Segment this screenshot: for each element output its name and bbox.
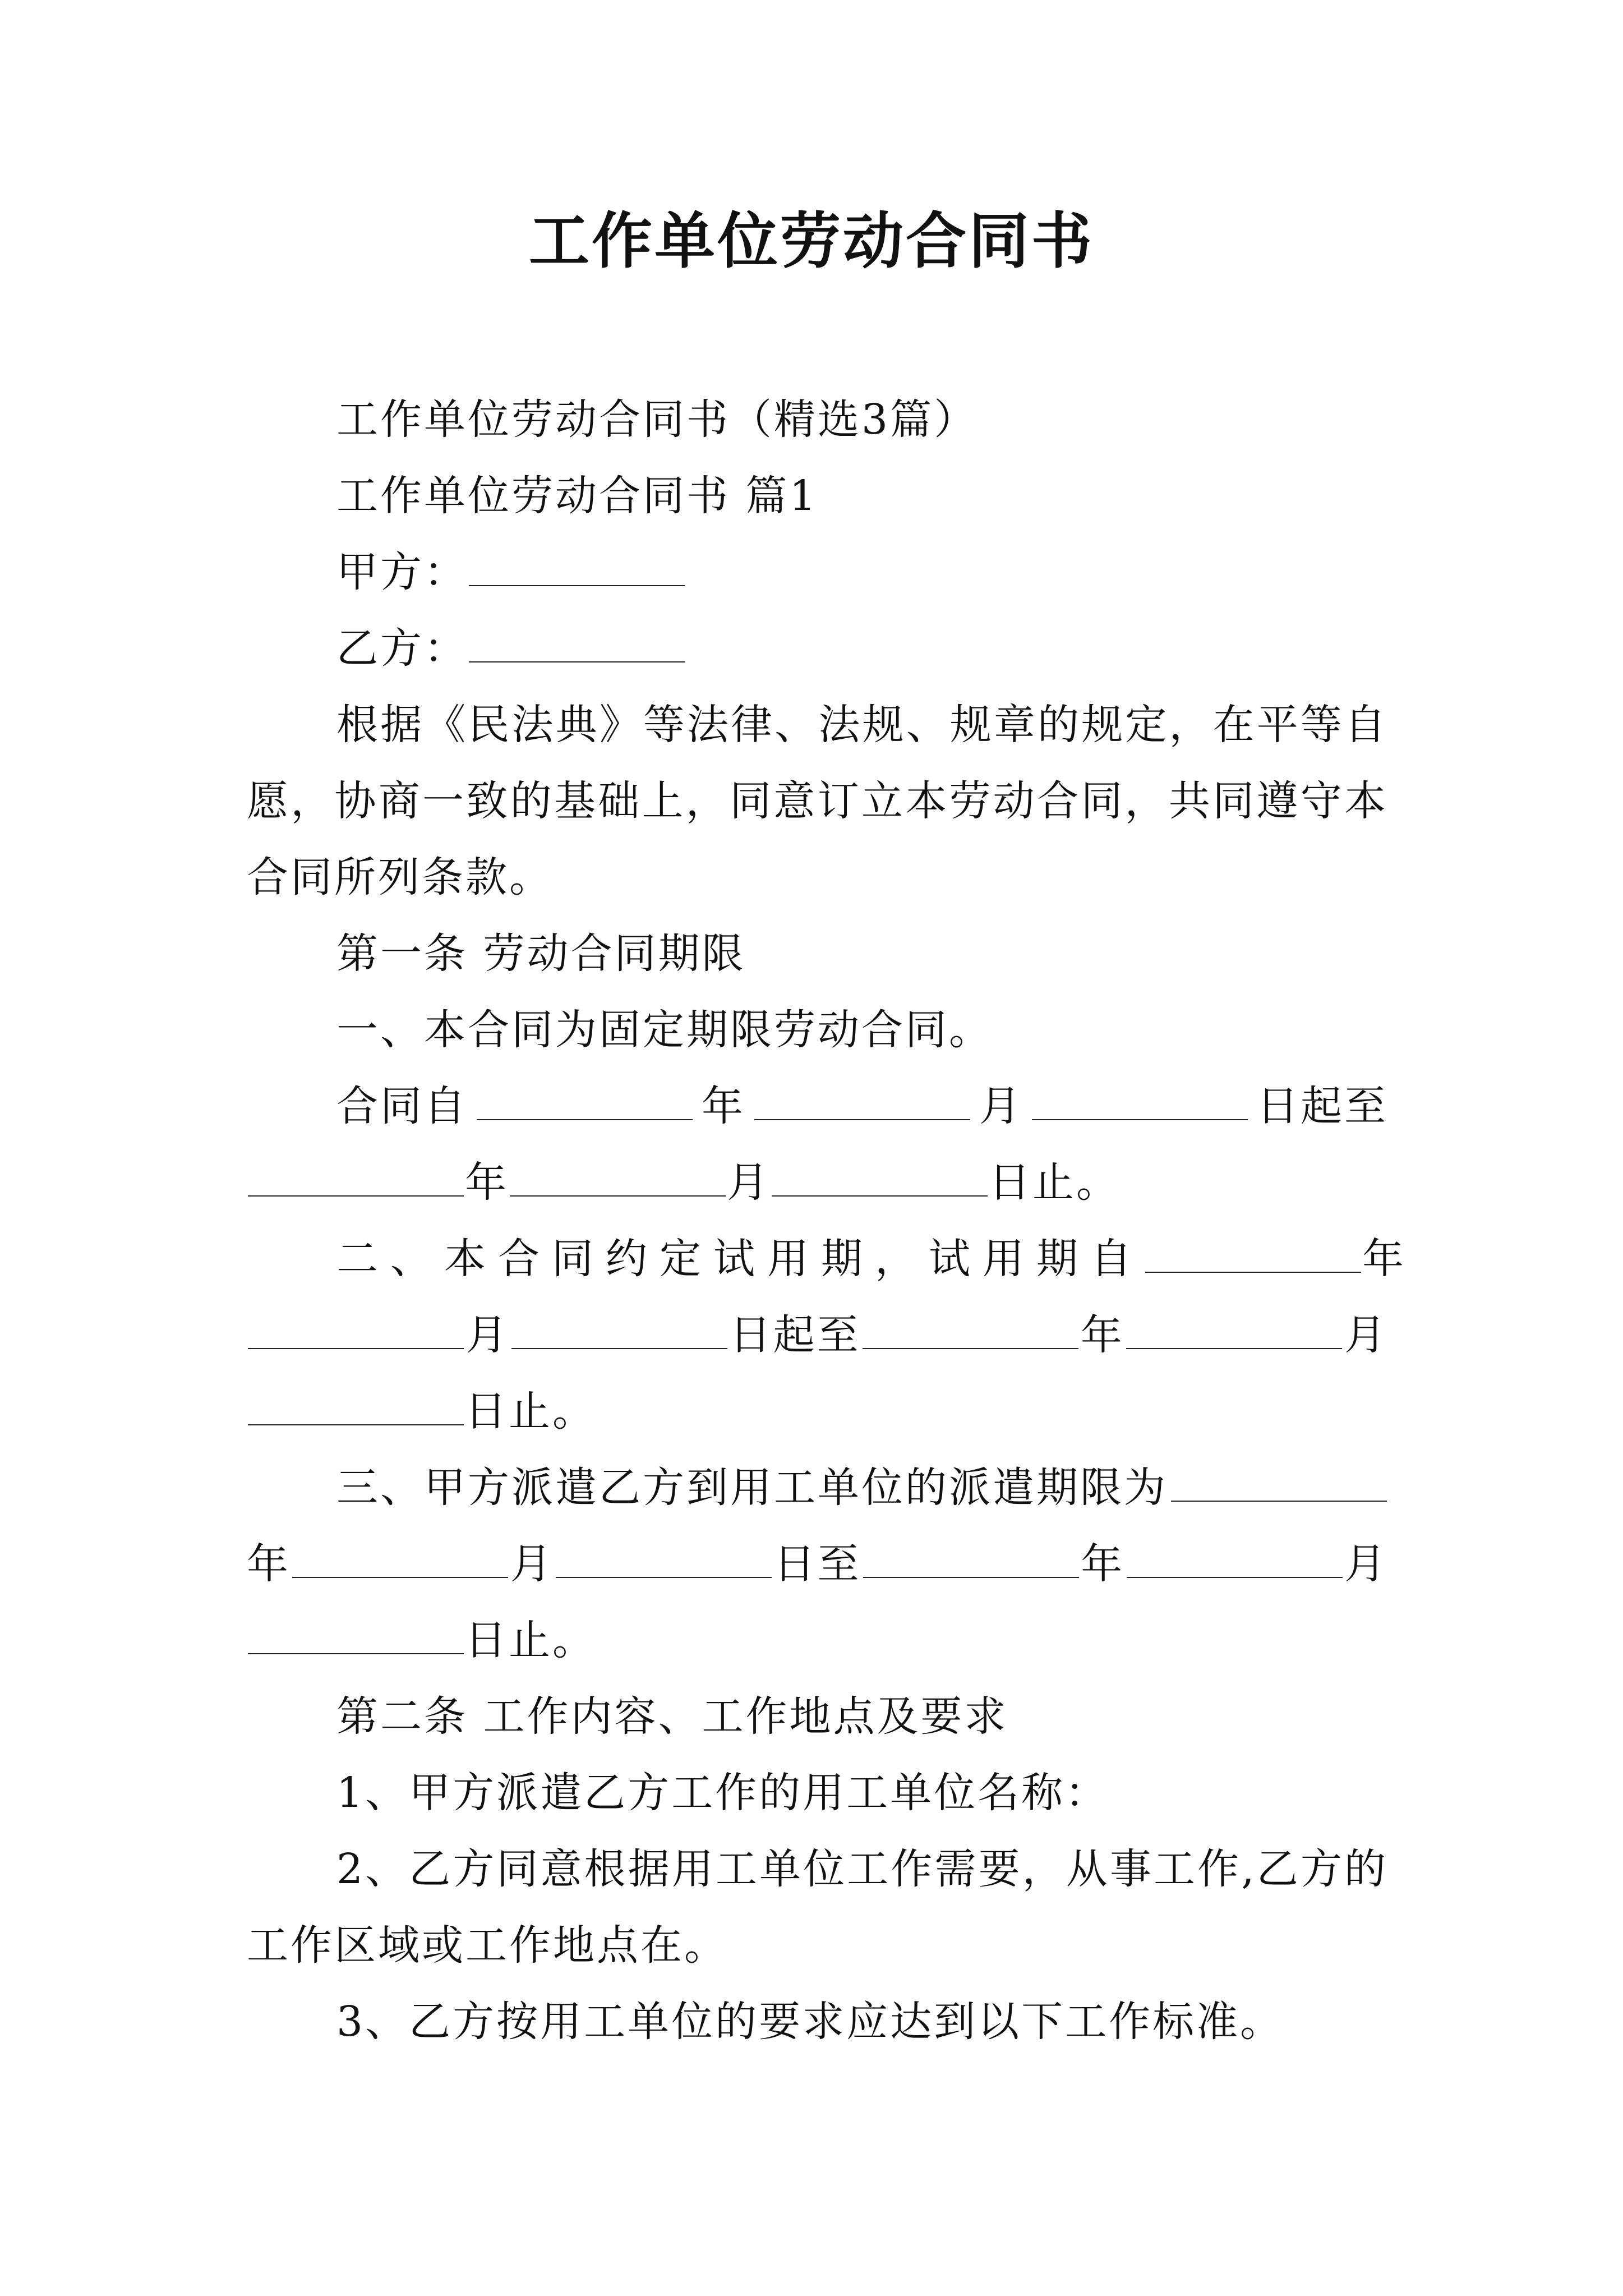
document-title: 工作单位劳动合同书 — [528, 206, 1094, 277]
term-blank — [477, 1080, 693, 1120]
term-month: 月 — [979, 1082, 1023, 1130]
probation-year: 年 — [1080, 1311, 1124, 1359]
item-3: 3、乙方按用工单位的要求应达到以下工作标准。 — [336, 1998, 1284, 2046]
dispatch-prefix: 三、甲方派遣乙方到用工单位的派遣期限为 — [336, 1464, 1168, 1512]
dispatch-month: 月 — [510, 1540, 554, 1588]
term-month: 月 — [727, 1158, 771, 1207]
paragraph-section-heading: 工作单位劳动合同书 篇1 — [336, 472, 818, 520]
party-b-blank — [469, 622, 685, 662]
probation-prefix: 二、本合同约定试用期，试用期自 — [336, 1235, 1144, 1283]
intro-paragraph: 根据《民法典》等法律、法规、规章的规定，在平等自愿，协商一致的基础上，同意订立本劳动合同，共同遵守本合同所列条款。 — [247, 701, 1388, 901]
probation-month: 月 — [465, 1311, 510, 1359]
probation-day-end: 日止。 — [465, 1387, 596, 1435]
term-line-2 — [247, 1144, 1388, 1221]
term-day-end: 日止。 — [989, 1158, 1120, 1207]
dispatch-blank — [1127, 1538, 1343, 1578]
dispatch-blank — [248, 1614, 464, 1654]
party-b-line — [247, 610, 1388, 687]
dispatch-year: 年 — [247, 1540, 291, 1588]
dispatch-blank — [292, 1538, 508, 1578]
probation-blank — [1145, 1232, 1361, 1273]
party-b-label: 乙方： — [336, 624, 468, 673]
dispatch-day-to: 日至 — [773, 1540, 861, 1588]
probation-year: 年 — [1362, 1235, 1406, 1283]
party-a-label: 甲方： — [336, 548, 468, 596]
clause-1: 一、本合同为固定期限劳动合同。 — [336, 1006, 993, 1054]
probation-month: 月 — [1344, 1311, 1388, 1359]
dispatch-line-3 — [247, 1602, 1388, 1678]
probation-blank — [511, 1309, 727, 1349]
probation-line-2 — [247, 1297, 1388, 1373]
article-1-heading: 第一条 劳动合同期限 — [336, 930, 746, 978]
term-prefix: 合同自 — [336, 1082, 468, 1130]
term-blank — [510, 1156, 726, 1197]
dispatch-year: 年 — [1081, 1540, 1125, 1588]
term-year: 年 — [465, 1158, 509, 1207]
term-year: 年 — [702, 1082, 745, 1130]
dispatch-day-end: 日止。 — [465, 1616, 596, 1664]
probation-blank — [248, 1309, 464, 1349]
item-1: 1、甲方派遣乙方工作的用工单位名称： — [336, 1769, 1109, 1817]
dispatch-line-1 — [247, 1450, 1388, 1526]
document-body — [247, 381, 1406, 2060]
term-blank — [754, 1080, 970, 1120]
dispatch-line-2 — [247, 1526, 1388, 1602]
article-2-heading: 第二条 工作内容、工作地点及要求 — [336, 1692, 1008, 1741]
dispatch-blank — [863, 1538, 1079, 1578]
term-blank — [1032, 1080, 1248, 1120]
probation-day-from: 日起至 — [729, 1311, 861, 1359]
party-a-line — [247, 534, 1388, 610]
dispatch-blank — [1171, 1461, 1387, 1502]
term-line-1 — [247, 1068, 1388, 1144]
term-blank — [772, 1156, 988, 1197]
item-2: 2、乙方同意根据用工单位工作需要，从事工作,乙方的工作区域或工作地点在。 — [247, 1845, 1388, 1970]
party-a-blank — [469, 546, 685, 586]
probation-blank — [1126, 1309, 1342, 1349]
term-blank — [248, 1156, 464, 1197]
probation-blank — [248, 1385, 464, 1425]
paragraph-subtitle: 工作单位劳动合同书（精选3篇） — [336, 395, 978, 444]
probation-blank — [863, 1309, 1078, 1349]
term-day-from: 日起至 — [1257, 1082, 1388, 1130]
probation-line-3 — [247, 1373, 1388, 1450]
dispatch-blank — [556, 1538, 772, 1578]
probation-line-1 — [247, 1221, 1406, 1297]
dispatch-month: 月 — [1344, 1540, 1388, 1588]
